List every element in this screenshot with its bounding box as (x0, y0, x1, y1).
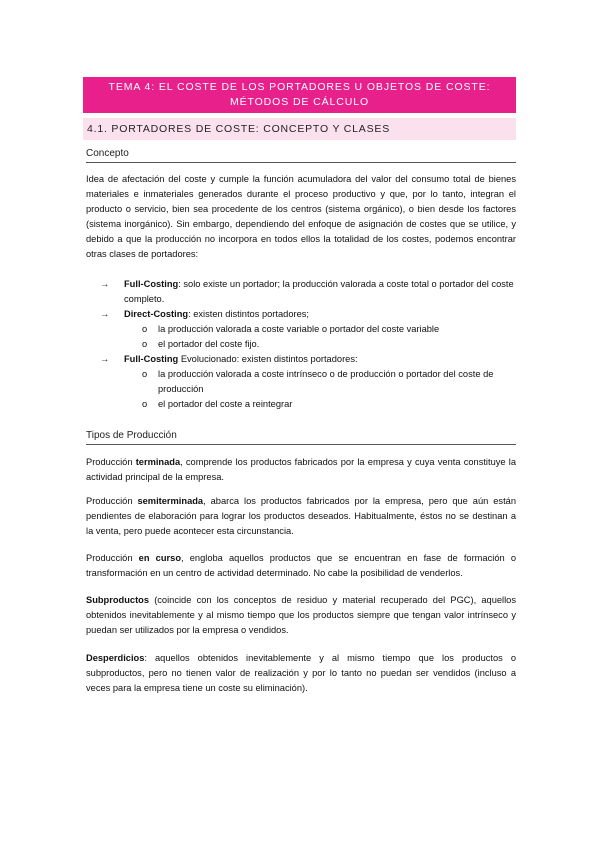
tipos-heading: Tipos de Producción (86, 430, 516, 445)
item-text: : existen distintos portadores; (188, 309, 309, 319)
bullet-icon: o (142, 399, 148, 409)
para-text: Producción (86, 496, 138, 506)
arrow-icon: → (100, 279, 110, 289)
paragraph-desperdicios (86, 651, 516, 696)
list-item (86, 352, 516, 367)
list-item (86, 277, 516, 307)
list-item (86, 307, 516, 322)
para-text: , abarca los productos fabricados por la empresa, pero que aún están pendientes de elaboración para lograr los productos deseados. Habitualmente, éstos no se destinan a la venta, pero puede acontecer esta circunstancia. (86, 496, 516, 536)
bullet-icon: o (142, 324, 148, 334)
sub-list-item (86, 397, 516, 412)
para-term: Desperdicios (86, 653, 145, 663)
paragraph-semiterminada (86, 494, 516, 539)
paragraph-terminada (86, 455, 516, 485)
para-term: semiterminada (137, 496, 204, 506)
bullet-icon: o (142, 339, 148, 349)
paragraph-subproductos (86, 593, 516, 638)
para-term: en curso (138, 553, 181, 563)
para-text: (coincide con los conceptos de residuo y material recuperado del PGC), aquellos obtenidos inevitablemente y al mismo tiempo que los productos siempre que tengan valor intrínseco y puedan ser utilizados por la empresa o vendidos. (86, 595, 516, 635)
para-text: , engloba aquellos productos que se encuentran en fase de formación o transformación en un centro de actividad determinado. No cabe la posibilidad de venderlos. (86, 553, 516, 578)
sub-list-item (86, 367, 516, 397)
bullet-icon: o (142, 369, 148, 379)
concepto-heading: Concepto (86, 148, 516, 163)
sub-item-text: la producción valorada a coste variable o portador del coste variable (158, 324, 440, 334)
para-text: Producción (86, 553, 139, 563)
para-term: Subproductos (86, 595, 150, 605)
arrow-icon: → (100, 354, 110, 364)
item-text: Evolucionado: existen distintos portadores: (178, 354, 358, 364)
para-text: Producción (86, 457, 136, 467)
concepto-paragraph: Idea de afectación del coste y cumple la función acumuladora del valor del consumo total de bienes materiales e inmateriales generados durante el proceso productivo y que, por lo tanto, integran el producto o servicio, bien sea procedente de los centros (sistema orgánico), o bien desde los factores (sistema inorgánico). Sin embargo, dependiendo del enfoque de asignación de costes que se utilice, y debido a que la producción no incorpora en todos ellos la totalidad de los costes, podemos encontrar otras clases de portadores: (86, 174, 516, 259)
section-title: 4.1. PORTADORES DE COSTE: CONCEPTO Y CLASES (83, 118, 516, 140)
paragraph-en-curso (86, 551, 516, 581)
arrow-icon: → (100, 309, 110, 319)
item-term: Direct-Costing (124, 309, 189, 319)
portadores-list (86, 277, 516, 412)
sub-list-item (86, 337, 516, 352)
sub-item-text: la producción valorada a coste intrínseco o de producción o portador del coste de producción (158, 369, 494, 394)
item-term: Full-Costing (124, 279, 179, 289)
item-term: Full-Costing (124, 354, 179, 364)
item-text: : solo existe un portador; la producción valorada a coste total o portador del coste completo. (124, 279, 514, 304)
sub-item-text: el portador del coste fijo. (158, 339, 260, 349)
chapter-title: TEMA 4: EL COSTE DE LOS PORTADORES U OBJETOS DE COSTE: MÉTODOS DE CÁLCULO (83, 77, 516, 113)
para-text: : aquellos obtenidos inevitablemente y al mismo tiempo que los productos o subproductos, pero no tienen valor de realización y por lo tanto no puedan ser vendidos (incluso a veces para la empresa tiene un coste su eliminación). (86, 653, 516, 693)
sub-list-item (86, 322, 516, 337)
para-term: terminada (135, 457, 181, 467)
para-text: , comprende los productos fabricados por la empresa y cuya venta constituye la actividad principal de la empresa. (86, 457, 516, 482)
sub-item-text: el portador del coste a reintegrar (158, 399, 293, 409)
